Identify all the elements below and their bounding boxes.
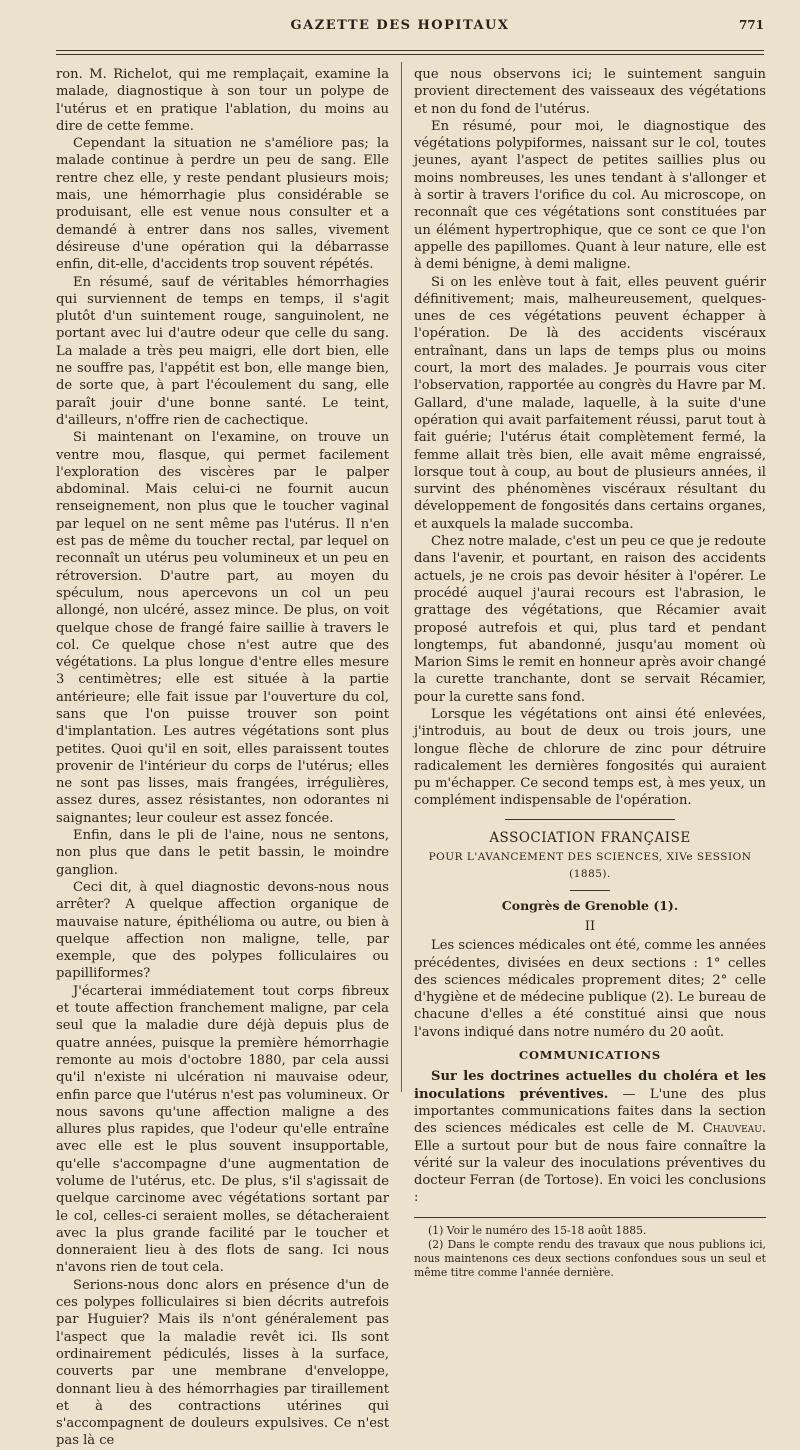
paragraph: Les sciences médicales ont été, comme les années précédentes, divisées en deux sections : 1° celles des sciences médicales proprement dites; 2° celle d'hygiène et de médecine publique (2). Le bureau de chacune d'elles a été constitué ainsi que nous l'avons indiqué dans notre numéro du 20 août. xyxy=(414,938,766,1040)
section-divider xyxy=(505,819,675,820)
footnote: (2) Dans le compte rendu des travaux que nous publions ici, nous maintenons ces deux sections confondues sous un seul et même titre comme l'année dernière. xyxy=(414,1237,766,1279)
paragraph: que nous observons ici; le suintement sanguin provient directement des vaisseaux des végétations et non du fond de l'utérus. xyxy=(414,67,766,117)
paragraph: Si maintenant on l'examine, on trouve un ventre mou, flasque, qui permet facilement l'exploration des viscères par le palper abdominal. Mais celui-ci ne fournit aucun renseignement, non plus que le toucher vaginal par lequel on ne sent même pas l'utérus. Il n'en est pas de même du toucher rectal, par lequel on reconnaît un utérus peu volumineux et un peu en rétroversion. D'autre part, au moyen du spéculum, nous apercevons un col un peu allongé, non ulcéré, assez mince. De plus, on voit quelque chose de frangé faire saillie à travers le col. Ce quelque chose n'est autre que des végétations. La plus longue d'entre elles mesure 3 centimètres; elle est située à la partie antérieure; elle fait issue par l'ouverture du col, sans que l'on puisse trouver son point d'implantation. Les autres végétations sont plus petites. Quoi qu'il en soit, elles paraissent toutes provenir de l'intérieur du corps de l'utérus; elles ne sont pas lisses, mais frangées, irrégulières, assez dures, assez résistantes, non odorantes ni saignantes; leur couleur est assez foncée. xyxy=(56,430,389,826)
communication-paragraph xyxy=(414,1068,766,1206)
paragraph: En résumé, sauf de véritables hémorrhagies qui surviennent de temps en temps, il s'agit plutôt d'un suintement rouge, sanguinolent, ne portant avec lui d'autre odeur que celle du sang. La malade a très peu maigri, elle dort bien, elle ne souffre pas, l'appétit est bon, elle mange bien, de sorte que, à part l'écoulement du sang, elle paraît jouir d'une bonne santé. Le teint, d'ailleurs, n'offre rien de cachectique. xyxy=(56,274,389,428)
left-column xyxy=(56,66,389,1450)
communication-title: Sur les doctrines actuelles du choléra et les inoculations préventives. xyxy=(414,1069,766,1102)
communication-text: — L'une des plus importantes communications faites dans la section des sciences médicales est celle de xyxy=(414,1086,766,1137)
footnote-rule xyxy=(414,1217,766,1218)
running-title: GAZETTE DES HOPITAUX xyxy=(290,18,510,33)
congress-title: Congrès de Grenoble (1). xyxy=(501,897,679,913)
paragraph: Lorsque les végétations ont ainsi été enlevées, j'introduis, au bout de deux ou trois jours, une longue flèche de chlorure de zinc pour détruire radicalement les dernières fongosités qui auraient pu m'échapper. Ce second temps est, à mes yeux, un complément indispensable de l'opération. xyxy=(414,706,766,809)
paragraph: Serions-nous donc alors en présence d'un de ces polypes folliculaires si bien décrits autrefois par Huguier? Mais ils n'ont généralement pas l'aspect que la maladie revêt ici. Ils sont ordinairement pédiculés, lisses à la surface, couverts par une membrane d'enveloppe, donnant lieu à des hémorrhagies par tiraillement et à des contractions utérines qui s'accompagnent de douleurs expulsives. Ce n'est pas là ce xyxy=(56,1277,389,1449)
paragraph: Chez notre malade, c'est un peu ce que je redoute dans l'avenir, et pourtant, en raison des accidents actuels, je ne crois pas devoir hésiter à l'opérer. Le procédé auquel j'aurai recours est l'abrasion, le grattage des végétations, que Récamier avait proposé autrefois et qui, plus tard et pendant longtemps, fut abandonné, jusqu'au moment où Marion Sims le remit en honneur après avoir changé la curette tranchante, dont se servait Récamier, pour la curette sans fond. xyxy=(414,534,766,705)
column-divider xyxy=(401,62,402,1092)
section-title: ASSOCIATION FRANÇAISE xyxy=(489,829,691,846)
paragraph: Enfin, dans le pli de l'aine, nous ne sentons, non plus que dans le petit bassin, le moindre ganglion. xyxy=(56,828,389,878)
right-column xyxy=(414,66,766,1280)
footnote: (1) Voir le numéro des 15-18 août 1885. xyxy=(428,1223,647,1237)
paragraph: Ceci dit, à quel diagnostic devons-nous nous arrêter? A quelque affection organique de mauvaise nature, épithélioma ou autre, ou bien à quelque affection non maligne, telle, par exemple, que des polypes folliculaires ou papilliformes? xyxy=(56,879,389,982)
paragraph: Si on les enlève tout à fait, elles peuvent guérir définitivement; mais, malheureusement, quelques-unes de ces végétations peuvent échapper à l'opération. De là des accidents viscéraux entraînant, dans un laps de temps plus ou moins court, la mort des malades. Je pourrais vous citer l'observation, rapportée au congrès du Havre par M. Gallard, d'une malade, laquelle, à la suite d'une opération qui avait parfaitement réussi, parut tout à fait guérie; l'utérus était complètement fermé, la femme allait très bien, elle avait même engraissé, lorsque tout à coup, au bout de plusieurs années, il survint des phénomènes viscéraux résultant du développement de fongosités dans certains organes, et auxquels la malade succomba. xyxy=(414,274,766,532)
communications-heading: COMMUNICATIONS xyxy=(519,1048,661,1063)
section-subtitle: POUR L'AVANCEMENT DES SCIENCES, XIVe SESSION (1885). xyxy=(428,851,752,881)
paragraph: ron. M. Richelot, qui me remplaçait, examine la malade, diagnostique à son tour un polype de l'utérus et en pratique l'ablation, du moins au dire de cette femme. xyxy=(56,67,389,134)
paragraph: J'écarterai immédiatement tout corps fibreux et toute affection franchement maligne, par cela seul que la maladie dure déjà depuis plus de quatre années, puisque la première hémorrhagie remonte au mois d'octobre 1880, par cela aussi qu'il n'existe ni ulcération ni mauvaise odeur, enfin parce que l'utérus n'est pas volumineux. Or nous savons qu'une affection maligne a des allures plus rapides, que l'odeur qu'elle entraîne avec elle est le plus souvent insupportable, qu'elle s'accompagne d'une augmentation de volume de l'utérus, etc. De plus, s'il s'agissait de quelque carcinome avec végétations sortant par le col, celles-ci seraient molles, se détacheraient avec la plus grande facilité par le toucher et donneraient lieu à des flots de sang. Ici nous n'avons rien de tout cela. xyxy=(56,983,389,1276)
short-divider xyxy=(570,890,610,891)
page-number: 771 xyxy=(738,18,764,32)
paragraph: Cependant la situation ne s'améliore pas; la malade continue à perdre un peu de sang. Elle rentre chez elle, y reste pendant plusieurs mois; mais, une hémorrhagie plus considérable se produisant, elle est venue nous consulter et a demandé à entrer dans nos salles, vivement désireuse d'une opération qui la débarrasse enfin, dit-elle, d'accidents trop souvent répétés. xyxy=(56,136,389,273)
communication-text: . Elle a surtout pour but de nous faire connaître la vérité sur la valeur des inoculations préventives du docteur Ferran (de Tortose). En voici les conclusions : xyxy=(414,1121,766,1206)
header-rule xyxy=(56,50,764,55)
paragraph: En résumé, pour moi, le diagnostique des végétations polypiformes, naissant sur le col, toutes jeunes, ayant l'aspect de petites saillies plus ou moins nombreuses, les unes tendant à s'allonger et à sortir à travers l'orifice du col. Au microscope, on reconnaît que ces végétations sont constituées par un élément hypertrophique, que ce sont ce que l'on appelle des papillomes. Quant à leur nature, elle est à demi bénigne, à demi maligne. xyxy=(414,118,766,273)
author-name: M. Chauveau xyxy=(676,1121,762,1137)
part-number: II xyxy=(584,918,596,934)
